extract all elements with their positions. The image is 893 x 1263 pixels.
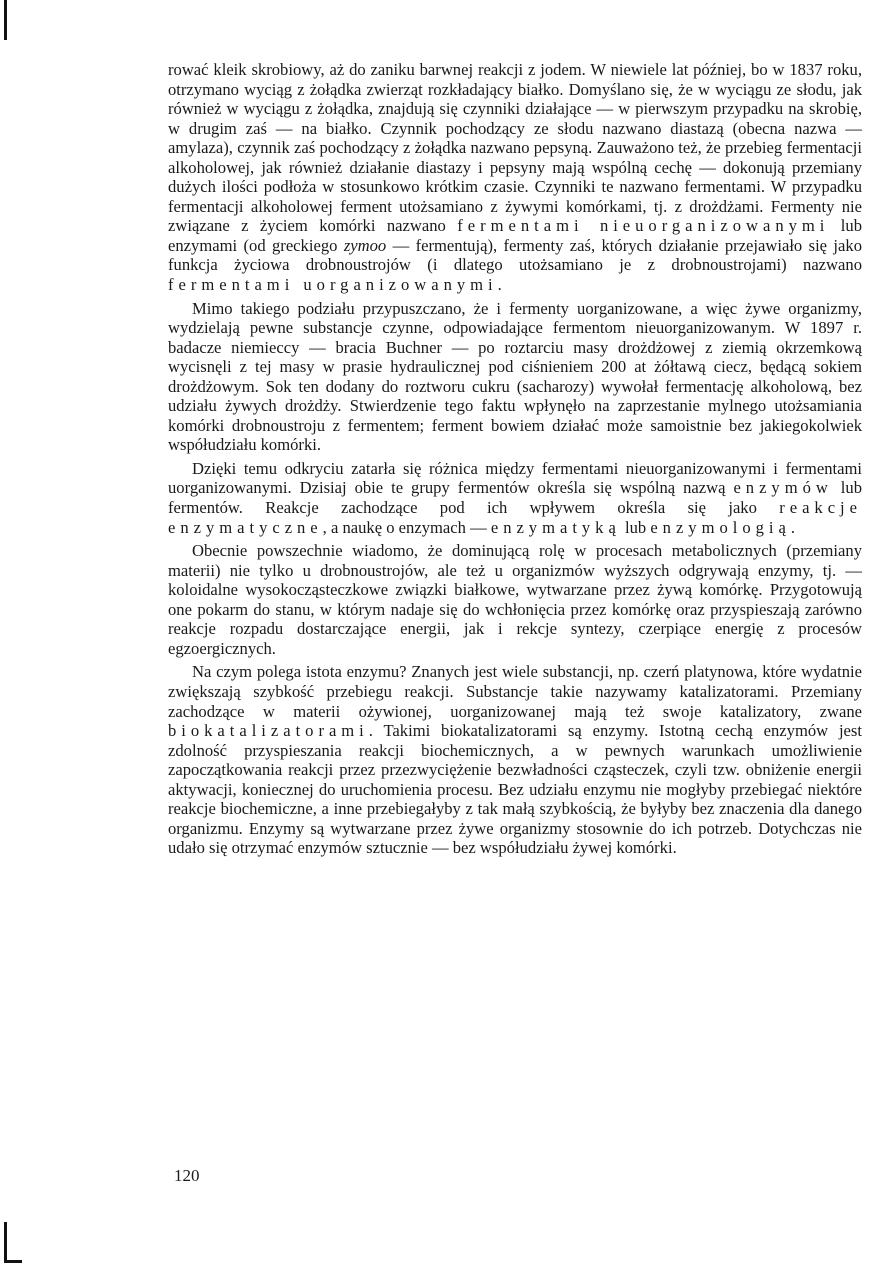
scan-edge-mark-vertical (4, 1222, 7, 1263)
scan-edge-mark-bottom (4, 1222, 22, 1263)
text-run: lub fermentów. Reakcje zachodzące pod ich wpływem określa się jako (168, 478, 862, 518)
text-run: — fermentują), fermenty zaś, których działanie przejawiało się jako funkcja życiowa drobnoustrojów (i dlatego utożsamiano je z drobnoustrojami) nazwano (168, 235, 862, 275)
spaced-emphasis-text: enzymologią (650, 517, 791, 537)
page-body (168, 60, 862, 858)
scan-edge-mark-top (4, 0, 7, 40)
page-number: 120 (174, 1166, 200, 1185)
spaced-emphasis-text: enzymatyką (490, 517, 621, 537)
text-run: lub (620, 517, 651, 537)
text-run: , a naukę o enzymach — (322, 517, 491, 537)
text-run: . (790, 517, 795, 537)
spaced-emphasis-text: fermentami nieuorganizowanymi (457, 216, 830, 236)
paragraph (168, 459, 862, 537)
text-run: Dzięki temu odkryciu zatarła się różnica między fermentami nieuorganizowanymi i fermentami uorganizowanymi. Dzisiaj obie te grupy fermentów określa się wspólną nazwą (168, 458, 862, 498)
paragraph (168, 662, 862, 857)
text-run: Na czym polega istota enzymu? Znanych jest wiele substancji, np. czerń platynowa, które wydatnie zwiększają szybkość przebiegu reakcji. Substancje takie nazywamy katalizatorami. Przemiany zachodzące w materii ożywionej, uorganizowanej mają też swoje katalizatory, zwane (168, 662, 862, 721)
text-run: rować kleik skrobiowy, aż do zaniku barwnej reakcji z jodem. W niewiele lat później, bo w 1837 roku, otrzymano wyciąg z żołądka zwierząt rozkładający białko. Domyślano się, że w wyciągu ze słodu, jak również w wyciągu z żołądka, znajdują się czynniki działające — w pierwszym przypadku na skrobię, w drugim zaś — na białko. Czynnik pochodzący ze słodu nazwano diastazą (obecna nazwa — amylaza), czynnik zaś pochodzący z żołądka nazwano pepsyną. Zauważono też, że przebieg fermentacji alkoholowej, jak również działanie diastazy i pepsyny mają wspólną cechę — dokonują przemiany dużych ilości podłoża w stosunkowo krótkim czasie. Czynniki te nazwano fermentami. W przypadku fermentacji alkoholowej ferment utożsamiano z żywymi komórkami, tj. z drożdżami. Fermenty nie związane z życiem komórki nazwano (168, 60, 862, 236)
text-run: . (497, 275, 502, 295)
paragraph (168, 60, 862, 295)
italic-text: zymoo (343, 235, 387, 255)
text-run: . Takimi biokatalizatorami są enzymy. Istotną cechą enzymów jest zdolność przyspieszania reakcji biochemicznych, a w pewnych warunkach umożliwienie zapoczątkowania reakcji przez przezwyciężenie bezwładności cząsteczek, czyli tzw. obniżenie energii aktywacji, koniecznej do uruchomienia procesu. Bez udziału enzymu nie mogłyby przebiegać niektóre reakcje biochemiczne, a inne przebiegałyby z tak małą szybkością, że byłyby bez znaczenia dla danego organizmu. Enzymy są wytwarzane przez żywe organizmy stosownie do ich potrzeb. Dotychczas nie udało się otrzymać enzymów sztucznie — bez współudziału żywej komórki. (168, 721, 862, 858)
text-run: lub enzymami (od greckiego (168, 216, 862, 255)
spaced-emphasis-text: fermentami uorganizowanymi (168, 275, 498, 295)
spaced-emphasis-text: reakcje enzymatyczne (168, 498, 862, 537)
spaced-emphasis-text: enzymów (733, 478, 833, 498)
spaced-emphasis-text: biokatalizatorami (168, 721, 369, 741)
text-run: Mimo takiego podziału przypuszczano, że i fermenty uorganizowane, a więc żywe organizmy, wydzielają pewne substancje czynne, odpowiadające fermentom nieuorganizowanym. W 1897 r. badacze niemieccy — bracia Buchner — po roztarciu masy drożdżowej z ziemią okrzemkową wycisnęli z tej masy w prasie hydraulicznej pod ciśnieniem 200 at żółtawą ciecz, będącą sokiem drożdżowym. Sok ten dodany do roztworu cukru (sacharozy) wywołał fermentację alkoholową, bez udziału żywych drożdży. Stwierdzenie tego faktu wpłynęło na zaprzestanie mylnego utożsamiania komórki drobnoustroju z fermentem; ferment bowiem działać może samoistnie bez jakiegokolwiek współudziału komórki. (168, 298, 862, 455)
paragraph (168, 299, 862, 455)
paragraph (168, 541, 862, 658)
text-run: Obecnie powszechnie wiadomo, że dominującą rolę w procesach metabolicznych (przemiany materii) nie tylko u drobnoustrojów, ale też u organizmów wyższych odgrywają enzymy, tj. — koloidalne wysokocząsteczkowe związki białkowe, wytwarzane przez żywą komórkę. Przygotowują one pokarm do stanu, w którym nadaje się do wchłonięcia przez komórkę oraz przyspieszają zarówno reakcje rozpadu dostarczające energii, jak i rekcje syntezy, czerpiące energię z procesów egzoergicznych. (168, 541, 862, 658)
